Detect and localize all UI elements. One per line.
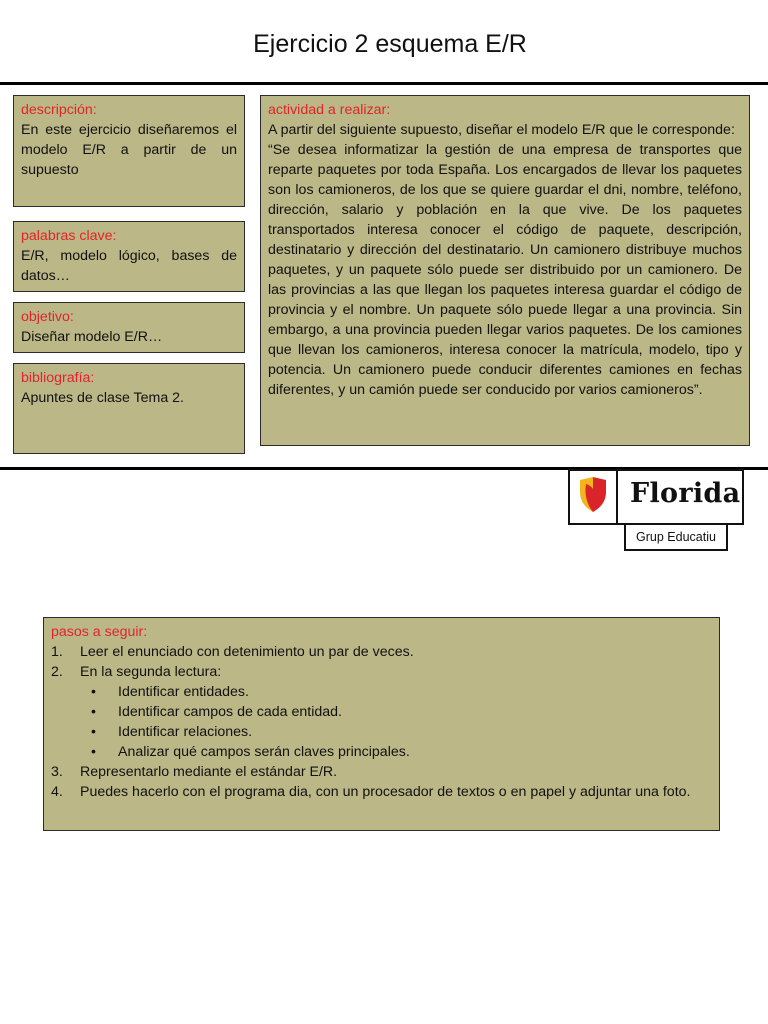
substep-item bbox=[51, 742, 712, 762]
logo-wordmark: Florida bbox=[630, 478, 741, 509]
description-box bbox=[13, 95, 245, 207]
top-divider bbox=[0, 82, 768, 85]
step-number: 2. bbox=[51, 664, 63, 680]
bullet-icon: • bbox=[91, 724, 96, 740]
objective-text: Diseñar modelo E/R… bbox=[21, 329, 163, 345]
steps-heading: pasos a seguir: bbox=[51, 624, 148, 640]
substep-item bbox=[51, 702, 712, 722]
step-number: 3. bbox=[51, 764, 63, 780]
step-text: Representarlo mediante el estándar E/R. bbox=[80, 764, 338, 780]
steps-list bbox=[51, 642, 712, 802]
keywords-heading: palabras clave: bbox=[21, 228, 117, 244]
activity-text: “Se desea informatizar la gestión de una empresa de transportes que reparte paquetes por toda España. Los encargados de llevar los paquetes son los camioneros, de los que se quiere guardar el dni, nombre, teléfono, dirección, salario y población en la que vive. De los paquetes transportados interesa conocer el código de paquete, descripción, destinatario y dirección del destinatario. Un camionero distribuye muchos paquetes, y un paquete sólo puede ser distribuido por un camionero. De las provincias a las que llegan los paquetes interesa guardar el código de provincia y el nombre. Un paquete sólo puede llegar a una provincia. Sin embargo, a una provincia pueden llegar varios paquetes. De los camiones que llevan los camioneros, interesa conocer la matrícula, modelo, tipo y potencia. Un camionero puede conducir diferentes camiones en fechas diferentes, y un camión puede ser conducido por varios camioneros”. bbox=[268, 142, 742, 398]
objective-box bbox=[13, 302, 245, 353]
description-heading: descripción: bbox=[21, 102, 97, 118]
step-number: 1. bbox=[51, 644, 63, 660]
step-text: Leer el enunciado con detenimiento un par de veces. bbox=[80, 644, 414, 660]
bullet-icon: • bbox=[91, 744, 96, 760]
keywords-box bbox=[13, 221, 245, 292]
step-text: En la segunda lectura: bbox=[80, 664, 222, 680]
step-item bbox=[51, 642, 712, 662]
activity-box bbox=[260, 95, 750, 446]
step-item bbox=[51, 762, 712, 782]
page-title: Ejercicio 2 esquema E/R bbox=[253, 30, 527, 58]
substep-text: Identificar relaciones. bbox=[118, 724, 253, 740]
description-text: En este ejercicio diseñaremos el modelo E/R a partir de un supuesto bbox=[21, 122, 237, 178]
substep-text: Identificar entidades. bbox=[118, 684, 249, 700]
shield-icon bbox=[578, 476, 608, 514]
bibliography-heading: bibliografía: bbox=[21, 370, 95, 386]
substeps-list bbox=[51, 682, 712, 762]
bibliography-box bbox=[13, 363, 245, 454]
substep-text: Analizar qué campos serán claves principales. bbox=[118, 744, 410, 760]
substep-item bbox=[51, 722, 712, 742]
step-item bbox=[51, 782, 712, 802]
keywords-text: E/R, modelo lógico, bases de datos… bbox=[21, 248, 237, 284]
step-number: 4. bbox=[51, 784, 63, 800]
logo-subtitle: Grup Educatiu bbox=[624, 523, 728, 551]
bullet-icon: • bbox=[91, 704, 96, 720]
objective-heading: objetivo: bbox=[21, 309, 74, 325]
substep-text: Identificar campos de cada entidad. bbox=[118, 704, 342, 720]
substep-item bbox=[51, 682, 712, 702]
steps-box bbox=[43, 617, 720, 831]
activity-intro: A partir del siguiente supuesto, diseñar el modelo E/R que le corresponde: bbox=[268, 122, 735, 138]
activity-heading: actividad a realizar: bbox=[268, 102, 391, 118]
bibliography-text: Apuntes de clase Tema 2. bbox=[21, 390, 184, 406]
step-item bbox=[51, 662, 712, 682]
logo-divider bbox=[616, 469, 618, 523]
bullet-icon: • bbox=[91, 684, 96, 700]
florida-logo bbox=[568, 469, 744, 552]
step-text: Puedes hacerlo con el programa dia, con un procesador de textos o en papel y adjuntar una foto. bbox=[80, 784, 691, 800]
substeps-container bbox=[51, 682, 712, 762]
